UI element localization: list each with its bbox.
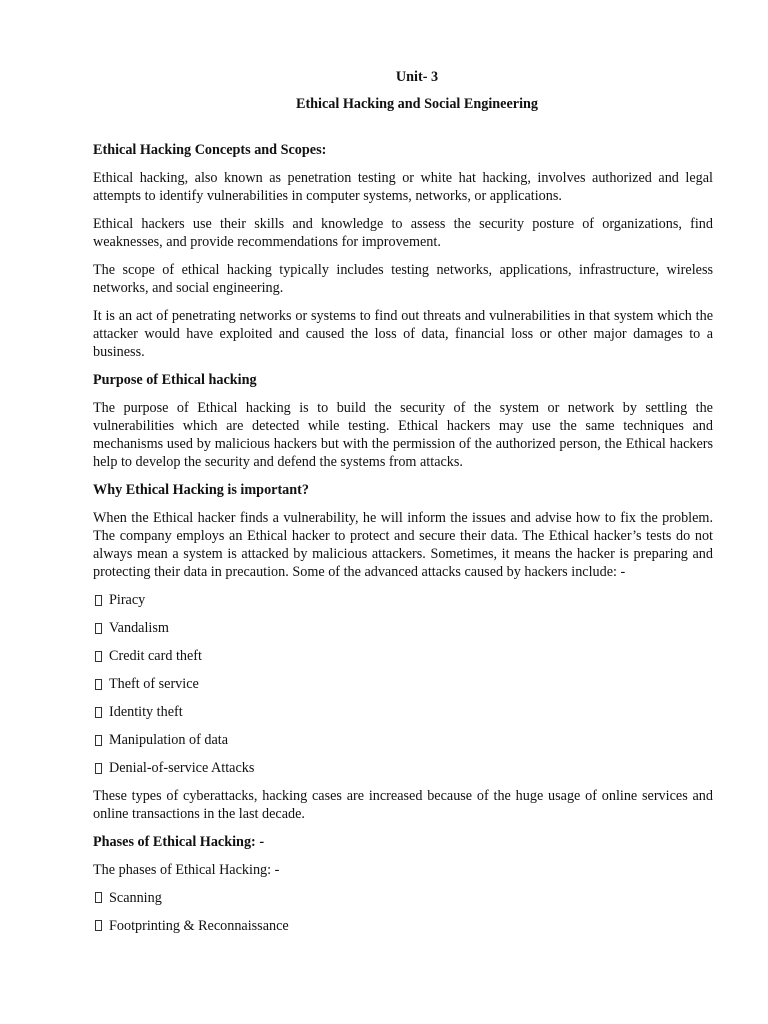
concepts-paragraph-1: Ethical hacking, also known as penetration testing or white hat hacking, involves authorized and legal attempts to identify vulnerabilities in computer systems, networks, or applications. — [93, 170, 713, 205]
bullet-icon — [95, 679, 102, 690]
phases-intro: The phases of Ethical Hacking: - — [93, 861, 280, 878]
concepts-heading: Ethical Hacking Concepts and Scopes: — [93, 142, 327, 159]
list-item: Identity theft — [93, 703, 713, 721]
concepts-paragraph-4: It is an act of penetrating networks or systems to find out threats and vulnerabilities in that system which the attacker would have exploited and caused the loss of data, financial loss or other major damages to a business. — [93, 307, 713, 361]
why-paragraph: When the Ethical hacker finds a vulnerability, he will inform the issues and advise how to fix the problem. The company employs an Ethical hacker to protect and secure their data. The Ethical hacker’s tests do not always mean a system is attacked by malicious attackers. Sometimes, it means the hacker is preparing and protecting their data in precaution. Some of the advanced attacks caused by hackers include: - — [93, 509, 713, 581]
page-title: Ethical Hacking and Social Engineering — [295, 96, 538, 113]
list-item: Vandalism — [93, 619, 713, 637]
list-item: Theft of service — [93, 675, 713, 693]
bullet-icon — [95, 595, 102, 606]
concepts-paragraph-2: Ethical hackers use their skills and knowledge to assess the security posture of organizations, find weaknesses, and provide recommendations for improvement. — [93, 216, 713, 251]
bullet-icon — [95, 735, 102, 746]
bullet-icon — [95, 651, 102, 662]
list-item: Piracy — [93, 591, 713, 609]
bullet-icon — [95, 707, 102, 718]
bullet-icon — [95, 920, 102, 931]
phases-list — [93, 889, 713, 935]
attacks-list — [93, 591, 713, 777]
list-item: Footprinting & Reconnaissance — [93, 917, 713, 935]
why-paragraph-2: These types of cyberattacks, hacking cases are increased because of the huge usage of online services and online transactions in the last decade. — [93, 787, 713, 823]
purpose-heading: Purpose of Ethical hacking — [93, 371, 257, 388]
list-item: Manipulation of data — [93, 731, 713, 749]
list-item: Denial-of-service Attacks — [93, 759, 713, 777]
concepts-paragraph-3: The scope of ethical hacking typically includes testing networks, applications, infrastructure, wireless networks, and social engineering. — [93, 261, 713, 297]
bullet-icon — [95, 623, 102, 634]
purpose-paragraph: The purpose of Ethical hacking is to build the security of the system or network by settling the vulnerabilities which are detected while testing. Ethical hackers may use the same techniques and mechanisms used by malicious hackers but with the permission of the authorized person, the Ethical hackers help to develop the security and defend the systems from attacks. — [93, 399, 713, 471]
why-heading: Why Ethical Hacking is important? — [93, 481, 309, 498]
bullet-icon — [95, 892, 102, 903]
unit-title: Unit- 3 — [395, 69, 439, 85]
list-item: Scanning — [93, 889, 713, 907]
list-item: Credit card theft — [93, 647, 713, 665]
bullet-icon — [95, 763, 102, 774]
phases-heading: Phases of Ethical Hacking: - — [93, 833, 265, 850]
